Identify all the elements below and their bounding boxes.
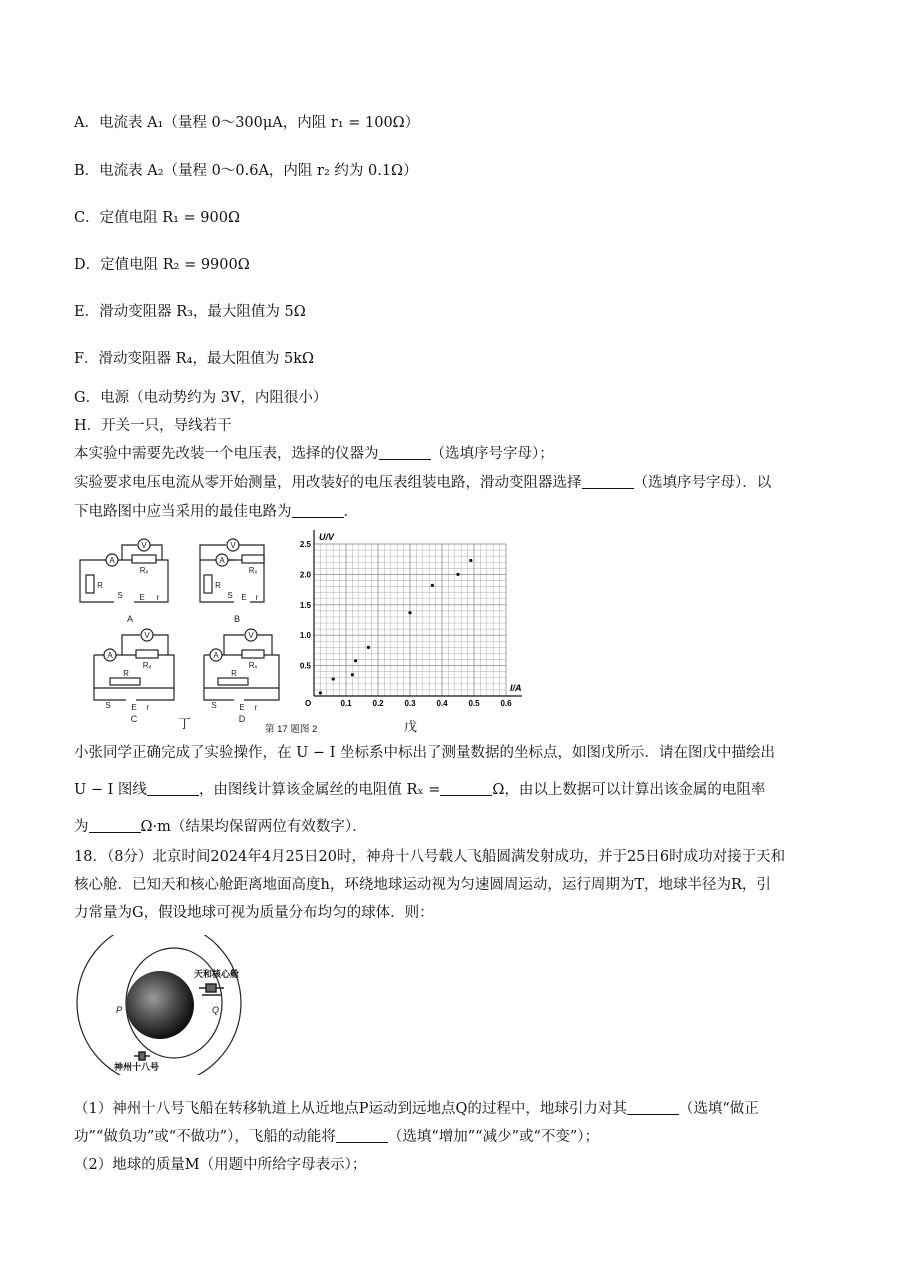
ship-label: 神州十八号 bbox=[114, 1062, 160, 1072]
x-tick-label: 0.4 bbox=[436, 699, 448, 708]
option-c: C．定值电阻 R₁ = 900Ω bbox=[74, 210, 240, 226]
u-i-chart bbox=[292, 530, 532, 720]
rint-d: r bbox=[254, 703, 258, 712]
q17-line-5: U − I 图线 ，由图线计算该金属丝的电阻值 Rₓ = Ω，由以上数据可以计算出该金属的电阻率 bbox=[74, 782, 766, 798]
x-tick-label: 0.3 bbox=[404, 699, 416, 708]
ammeter-b: A bbox=[219, 556, 225, 565]
voltmeter-a: V bbox=[141, 541, 147, 550]
label-c: C bbox=[130, 714, 138, 724]
option-g: G．电源（电动势约为 3V，内阻很小） bbox=[74, 390, 328, 406]
answer-blank[interactable] bbox=[147, 781, 199, 797]
circuit-diagrams bbox=[74, 530, 290, 730]
answer-blank[interactable] bbox=[336, 1128, 388, 1144]
y-tick-label: 2.0 bbox=[299, 570, 311, 580]
caption-ding: 丁 bbox=[178, 717, 192, 732]
x-tick-label: 0.2 bbox=[372, 699, 384, 708]
option-f: F．滑动变阻器 R₄，最大阻值为 5kΩ bbox=[74, 351, 315, 367]
point-p: P bbox=[116, 1005, 123, 1015]
q18-line-3: 力常量为G，假设地球可视为质量分布均匀的球体．则： bbox=[74, 905, 434, 921]
y-tick-label: 2.5 bbox=[299, 540, 311, 549]
r-b: R bbox=[215, 581, 221, 590]
data-point bbox=[332, 677, 335, 680]
ammeter-d: A bbox=[213, 651, 219, 660]
data-point bbox=[351, 673, 354, 676]
data-point bbox=[354, 659, 357, 662]
ammeter-a: A bbox=[109, 556, 115, 565]
station-label: 天和核心舱 bbox=[194, 969, 240, 979]
earth-image bbox=[126, 971, 194, 1039]
data-point bbox=[367, 646, 370, 649]
r-d: R bbox=[231, 669, 237, 678]
origin-label: O bbox=[305, 699, 312, 708]
e-b: E bbox=[241, 593, 247, 602]
label-a: A bbox=[126, 614, 134, 624]
data-point bbox=[431, 584, 434, 587]
ammeter-c: A bbox=[107, 651, 113, 660]
x-tick-label: 0.6 bbox=[500, 699, 512, 708]
answer-blank[interactable] bbox=[627, 1100, 679, 1116]
figure-caption: 第 17 题图 2 bbox=[265, 724, 318, 735]
voltmeter-d: V bbox=[248, 631, 254, 640]
option-b: B．电流表 A₂（量程 0～0.6A，内阻 r₂ 约为 0.1Ω） bbox=[74, 163, 418, 179]
rx-a: Rₓ bbox=[139, 566, 149, 575]
rint-a: r bbox=[156, 593, 160, 602]
x-axis-label: I/A bbox=[510, 683, 522, 693]
option-h: H．开关一只，导线若干 bbox=[74, 418, 232, 434]
option-a: A．电流表 A₁（量程 0～300μA，内阻 r₁ = 100Ω） bbox=[74, 115, 420, 131]
q17-line-6: 为 Ω·m（结果均保留两位有效数字）． bbox=[74, 819, 367, 835]
q18-line-1: 18．（8分）北京时间2024年4月25日20时，神舟十八号载人飞船圆满发射成功，并于25日6时成功对接于天和 bbox=[74, 849, 786, 865]
q18-line-2: 核心舱．已知天和核心舱距离地面高度h，环绕地球运动视为匀速圆周运动，运行周期为T，地球半径为R，引 bbox=[74, 877, 771, 893]
rx-c: Rₓ bbox=[142, 661, 152, 670]
option-d: D．定值电阻 R₂ = 9900Ω bbox=[74, 257, 250, 273]
y-tick-label: 0.5 bbox=[299, 661, 311, 671]
x-tick-label: 0.5 bbox=[468, 699, 480, 708]
q18-sub1-line-1: （1）神州十八号飞船在转移轨道上从近地点P运动到远地点Q的过程中，地球引力对其 （选填“做正 bbox=[74, 1101, 759, 1117]
y-tick-label: 1.0 bbox=[299, 631, 311, 641]
q18-sub2: （2）地球的质量M（用题中所给字母表示）； bbox=[74, 1157, 367, 1173]
answer-blank[interactable] bbox=[379, 445, 431, 461]
x-tick-label: 0.1 bbox=[340, 699, 352, 708]
data-point bbox=[469, 559, 472, 562]
point-q: Q bbox=[212, 1005, 220, 1015]
answer-blank[interactable] bbox=[89, 818, 141, 834]
s-b: S bbox=[227, 591, 233, 600]
s-c: S bbox=[105, 701, 111, 710]
y-axis-label: U/V bbox=[319, 532, 335, 542]
option-e: E．滑动变阻器 R₃，最大阻值为 5Ω bbox=[74, 304, 306, 320]
data-point bbox=[319, 691, 322, 694]
rint-c: r bbox=[146, 703, 150, 712]
e-a: E bbox=[139, 593, 145, 602]
voltmeter-c: V bbox=[144, 631, 150, 640]
voltmeter-b: V bbox=[230, 541, 236, 550]
label-b: B bbox=[233, 614, 241, 624]
caption-wu: 戊 bbox=[404, 720, 418, 735]
data-point bbox=[408, 611, 411, 614]
answer-blank[interactable] bbox=[292, 503, 344, 519]
s-a: S bbox=[117, 591, 123, 600]
ship-icon bbox=[134, 1052, 150, 1060]
q18-sub1-line-2: 功”“做负功”或“不做功”），飞船的动能将 （选填“增加”“减少”或“不变”）； bbox=[74, 1129, 600, 1145]
data-point bbox=[456, 573, 459, 576]
r-c: R bbox=[123, 669, 129, 678]
answer-blank[interactable] bbox=[440, 781, 492, 797]
orbit-diagram bbox=[74, 935, 254, 1075]
q17-line-4: 小张同学正确完成了实验操作，在 U − I 坐标系中标出了测量数据的坐标点，如图戊所示．请在图戊中描绘出 bbox=[74, 745, 776, 761]
e-d: E bbox=[239, 703, 245, 712]
y-tick-label: 1.5 bbox=[299, 600, 311, 610]
q17-line-2: 实验要求电压电流从零开始测量，用改装好的电压表组装电路，滑动变阻器选择 （选填序号字母）．以 bbox=[74, 475, 772, 491]
rint-b: r bbox=[255, 593, 259, 602]
label-d: D bbox=[238, 714, 246, 724]
rx-b: Rₓ bbox=[248, 566, 258, 575]
r-a: R bbox=[97, 581, 103, 590]
s-d: S bbox=[211, 701, 217, 710]
q17-line-1: 本实验中需要先改装一个电压表，选择的仪器为 （选填序号字母）； bbox=[74, 446, 554, 462]
rx-d: Rₓ bbox=[248, 661, 258, 670]
e-c: E bbox=[131, 703, 137, 712]
q17-line-3: 下电路图中应当采用的最佳电路为 ． bbox=[74, 504, 358, 520]
answer-blank[interactable] bbox=[582, 474, 634, 490]
